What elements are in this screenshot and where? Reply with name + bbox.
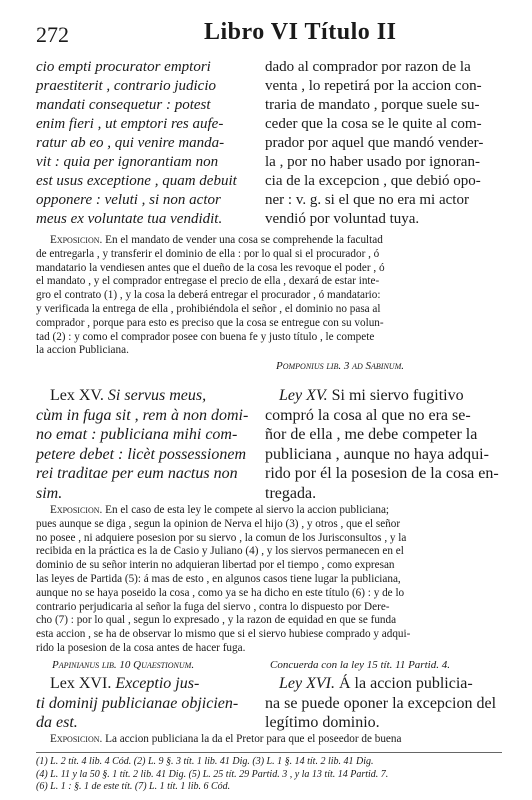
lex-line: sim. (36, 484, 63, 502)
ley-15-spanish (265, 386, 502, 503)
exposition-line: recibida en la práctica es la de Casio y Juliano (4) , y los siervos permanecen en el (36, 545, 404, 558)
ley-line: tregada. (265, 484, 317, 502)
footnote-line: (4) L. 11 y la 50 §. 1 tít. 2 lib. 41 Dig. (5) L. 25 tít. 29 Partid. 3 , y la 13 tít. 14 Partid. 7. (36, 768, 389, 780)
latin-line: est usus exceptione , quam debuit (36, 173, 237, 189)
lex-15-latin (36, 386, 249, 503)
footnote-line: (6) L. 1 : §. 1 de este tít. (7) L. 1 tít. 1 lib. 6 Cód. (36, 781, 231, 792)
lex-line: petere debet : licèt possessionem (36, 445, 247, 463)
ley-line: ñor de ella , me debe competer la (265, 426, 478, 443)
spanish-line: dado al comprador por razon de la (265, 59, 471, 75)
lex-text: Si servus meus, (103, 387, 207, 404)
latin-line: cio empti procurator emptori (36, 59, 211, 75)
footnotes (36, 756, 502, 794)
exposition-3 (36, 733, 502, 747)
exposition-line: La accion publiciana la da el Pretor para que el poseedor de buena (105, 733, 402, 745)
ley-16-spanish (265, 674, 502, 733)
latin-line: enim fieri , ut emptori res aufe- (36, 116, 224, 132)
latin-line: praestiterit , contrario judicio (36, 78, 216, 94)
exposition-line: las leyes de Partida (5): á mas de esto , en algunos casos tiene lugar la publiciana, (36, 572, 401, 585)
ley-text: Á la accion publicia- (334, 675, 473, 692)
exposition-line: la accion Publiciana. (36, 344, 129, 357)
exposition-label: Exposicion. (50, 234, 103, 246)
footnote-rule (36, 752, 502, 753)
exposition-line: gro el contrato (1) , y la cosa la deberá entregar el procurador , ó mandatario: (36, 289, 381, 302)
ley-heading: Ley XVI. (279, 675, 335, 692)
lex-heading: Lex XVI. (50, 675, 112, 692)
lex-line: rei traditae per eum nactus non (36, 465, 238, 482)
lex-16-latin (36, 674, 246, 733)
exposition-line: aunque no se haya poseido la cosa , como ya se ha dicho en este título (6) : y de lo (36, 586, 405, 599)
lex-heading: Lex XV. (50, 387, 104, 404)
latin-line: ratur ab eo , qui venire manda- (36, 135, 225, 151)
citation-pomponius: Pomponius lib. 3 ad Sabinum. (276, 360, 404, 372)
exposition-line: comprador , porque para esto es preciso que la cosa se entregue con su volun- (36, 316, 384, 329)
exposition-line: no posee , ni adquiere posesion por su siervo , la comun de los Jurisconsultos , y la (36, 531, 407, 544)
ley-line: publiciana , aunque no haya adqui- (265, 445, 489, 463)
ley-line: legítimo dominio. (265, 714, 380, 731)
spanish-line: ceder que la cosa se le quite al com- (265, 116, 482, 132)
latin-column-top (36, 58, 246, 229)
spanish-line: vendió por voluntad tuya. (265, 211, 420, 227)
exposition-line: cho (7) : por lo qual , segun lo expresado , y la razon de equidad en que se funda (36, 614, 397, 627)
latin-line: mandati consequetur : potest (36, 97, 211, 113)
lex-text: Exceptio jus- (111, 675, 200, 692)
exposition-line: de entregarla , y transferir el dominio de ella : por lo qual si el procurador , ó (36, 247, 380, 260)
exposition-line: pues aunque se diga , segun la opinion de Nerva el hijo (3) , y otros , que el señor (36, 517, 401, 530)
ley-line: compró la cosa al que no era se- (265, 406, 471, 424)
exposition-label: Exposicion. (50, 504, 103, 516)
spanish-line: la , por no haber usado por ignoran- (265, 154, 480, 170)
exposition-line: dominio de su señor interin no adquieran libertad por el tiempo , como expresan (36, 559, 395, 572)
page-number: 272 (36, 22, 69, 47)
exposition-line: esta accion , se ha de observar lo mismo que si el siervo hubiese comprado y adqui- (36, 628, 411, 641)
lex-line: cùm in fuga sit , rem à non domi- (36, 406, 249, 424)
lex-line: ti dominij publicianae objicien- (36, 694, 239, 712)
exposition-line: rido la posesion de la cosa antes de hacer fuga. (36, 641, 246, 654)
spanish-line: ner : v. g. si el que no era mi actor (265, 192, 469, 208)
exposition-line: contrario perjudicaria al señor la fuga del siervo , contra lo dispuesto por Dere- (36, 600, 390, 613)
lex-line: no emat : publiciana mihi com- (36, 426, 238, 443)
exposition-line: el mandato , y el comprador entregase el precio de ella , dexará de estar inte- (36, 275, 380, 288)
spanish-column-top (265, 58, 502, 229)
exposition-line: tad (2) : y como el comprador posee con buena fe y justo título , le compete (36, 330, 375, 343)
ley-line: na se puede oponer la excepcion del (265, 694, 497, 712)
exposition-line: y verificada la entrega de ella , prohibiéndola el señor , el dominio no pasa al (36, 302, 381, 315)
spanish-line: cia de la excepcion , que debió opo- (265, 173, 481, 189)
latin-line: meus ex voluntate tua vendidit. (36, 211, 223, 227)
citation-papinianus: Papinianus lib. 10 Quaestionum. (52, 659, 195, 671)
ley-line: rido por él la posesion de la cosa en- (265, 465, 499, 482)
citation-partida: Concuerda con la ley 15 tít. 11 Partid. 4. (270, 659, 450, 671)
exposition-1 (36, 234, 502, 358)
footnote-line: (1) L. 2 tít. 4 lib. 4 Cód. (2) L. 9 §. 3 tít. 1 lib. 41 Dig. (3) L. 1 §. 14 tít. 2 lib. 41 Dig. (36, 756, 374, 767)
exposition-2 (36, 504, 502, 656)
exposition-label: Exposicion. (50, 733, 103, 745)
running-title: Libro VI Título II (204, 19, 397, 45)
latin-line: vit : quia per ignorantiam non (36, 154, 219, 170)
latin-line: opponere : veluti , si non actor (36, 192, 221, 208)
ley-heading: Ley XV. (279, 387, 328, 404)
spanish-line: venta , lo repetirá por la accion con- (265, 78, 482, 94)
lex-line: da est. (36, 714, 78, 731)
spanish-line: traria de mandato , porque suele su- (265, 97, 480, 113)
exposition-line: En el mandato de vender una cosa se comprehende la facultad (105, 234, 383, 246)
exposition-line: En el caso de esta ley le compete al siervo la accion publiciana; (105, 504, 390, 516)
spanish-line: prador por aquel que mandó vender- (265, 135, 484, 151)
exposition-line: mandatario la vendiesen antes que el dueño de la cosa les revoque el poder , ó (36, 261, 385, 274)
ley-text: Si mi siervo fugitivo (327, 387, 464, 404)
